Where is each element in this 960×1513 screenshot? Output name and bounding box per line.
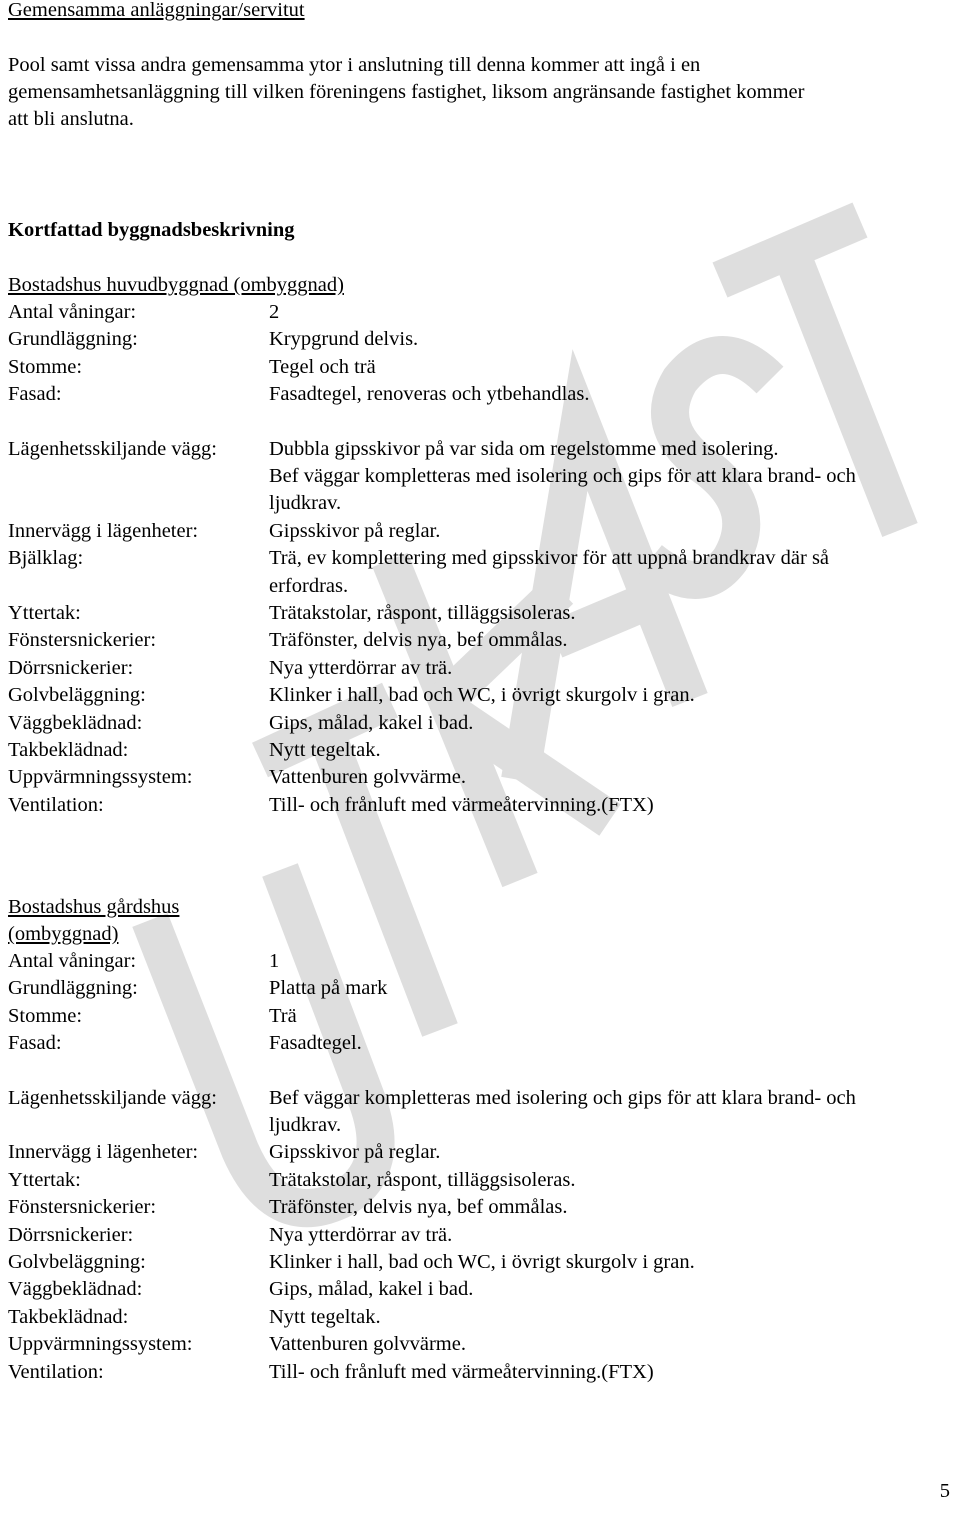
- row-value: Fasadtegel, renoveras och ytbehandlas.: [269, 383, 590, 406]
- row-value: ljudkrav.: [269, 492, 342, 515]
- row-value: 2: [269, 301, 280, 323]
- row-label: Fasad:: [8, 383, 62, 406]
- row-value: Trätakstolar, råspont, tilläggsisoleras.: [269, 1168, 576, 1191]
- row-value: Nya ytterdörrar av trä.: [269, 656, 453, 679]
- row-value: Nytt tegeltak.: [269, 739, 381, 761]
- row-value: Träfönster, delvis nya, bef ommålas.: [269, 1196, 568, 1219]
- row-value: Trätakstolar, råspont, tilläggsisoleras.: [269, 602, 576, 624]
- section-heading-servitut: Gemensamma anläggningar/servitut: [8, 0, 305, 21]
- building1-heading: Bostadshus huvudbyggnad (ombyggnad): [8, 274, 344, 296]
- row-label: Grundläggning:: [8, 977, 138, 1000]
- row-label: Uppvärmningssystem:: [8, 1333, 193, 1356]
- row-value: Bef väggar kompletteras med isolering och gips för att klara brand- och: [269, 465, 856, 487]
- row-value: Nytt tegeltak.: [269, 1305, 381, 1328]
- row-value: Vattenburen golvvärme.: [269, 766, 466, 789]
- section-title-byggnadsbeskrivning: Kortfattad byggnadsbeskrivning: [8, 219, 295, 241]
- row-label: Golvbeläggning:: [8, 1251, 146, 1273]
- row-value: Nya ytterdörrar av trä.: [269, 1223, 453, 1246]
- row-label: Väggbeklädnad:: [8, 1278, 143, 1301]
- row-label: Dörrsnickerier:: [8, 1223, 134, 1246]
- row-value: Dubbla gipsskivor på var sida om regelstomme med isolering.: [269, 437, 779, 460]
- row-label: Uppvärmningssystem:: [8, 766, 193, 789]
- row-value: Till- och frånluft med värmeåtervinning.(FTX): [269, 1360, 654, 1383]
- row-label: Lägenhetsskiljande vägg:: [8, 1086, 217, 1109]
- row-label: Bjälklag:: [8, 547, 84, 570]
- row-value: Bef väggar kompletteras med isolering och gips för att klara brand- och: [269, 1086, 856, 1109]
- row-label: Ventilation:: [8, 793, 104, 816]
- row-label: Yttertak:: [8, 1168, 81, 1191]
- row-label: Innervägg i lägenheter:: [8, 519, 199, 542]
- row-label: Yttertak:: [8, 602, 81, 624]
- row-value: Fasadtegel.: [269, 1032, 362, 1055]
- row-value: Gips, målad, kakel i bad.: [269, 711, 474, 734]
- row-label: Dörrsnickerier:: [8, 656, 134, 679]
- row-value: Tegel och trä: [269, 355, 376, 378]
- row-label: Grundläggning:: [8, 328, 138, 351]
- row-label: Stomme:: [8, 1004, 83, 1027]
- building2-heading-line2: (ombyggnad): [8, 923, 119, 945]
- paragraph-line-1: Pool samt vissa andra gemensamma ytor i anslutning till denna kommer att ingå i en: [8, 54, 701, 76]
- row-label: Antal våningar:: [8, 950, 137, 972]
- row-label: Fasad:: [8, 1032, 62, 1055]
- paragraph-line-3: att bli anslutna.: [8, 108, 134, 130]
- row-value: Gips, målad, kakel i bad.: [269, 1278, 474, 1301]
- row-label: Takbeklädnad:: [8, 739, 129, 761]
- row-label: Ventilation:: [8, 1360, 104, 1383]
- row-label: Stomme:: [8, 355, 83, 378]
- paragraph-line-2: gemensamhetsanläggning till vilken föreningens fastighet, liksom angränsande fastighet kommer: [8, 81, 805, 103]
- row-label: Golvbeläggning:: [8, 684, 146, 707]
- row-value: Klinker i hall, bad och WC, i övrigt skurgolv i gran.: [269, 684, 695, 707]
- row-label: Lägenhetsskiljande vägg:: [8, 437, 217, 460]
- row-value: Klinker i hall, bad och WC, i övrigt skurgolv i gran.: [269, 1251, 695, 1273]
- row-value: Till- och frånluft med värmeåtervinning.(FTX): [269, 793, 654, 816]
- row-label: Fönstersnickerier:: [8, 1196, 157, 1219]
- row-label: Takbeklädnad:: [8, 1305, 129, 1328]
- building2-heading-line1: Bostadshus gårdshus: [8, 896, 180, 918]
- row-value: 1: [269, 950, 280, 972]
- page-number: 5: [939, 1480, 950, 1502]
- row-value: ljudkrav.: [269, 1114, 342, 1136]
- row-value: erfordras.: [269, 574, 349, 597]
- row-label: Innervägg i lägenheter:: [8, 1141, 199, 1164]
- row-value: Trä, ev komplettering med gipsskivor för att uppnå brandkrav där så: [269, 547, 830, 570]
- row-label: Väggbeklädnad:: [8, 711, 143, 734]
- row-value: Platta på mark: [269, 977, 388, 1000]
- row-label: Antal våningar:: [8, 301, 137, 323]
- row-value: Gipsskivor på reglar.: [269, 519, 441, 542]
- row-value: Trä: [269, 1004, 297, 1027]
- row-value: Gipsskivor på reglar.: [269, 1141, 441, 1164]
- row-value: Krypgrund delvis.: [269, 328, 419, 351]
- row-value: Träfönster, delvis nya, bef ommålas.: [269, 629, 568, 652]
- row-label: Fönstersnickerier:: [8, 629, 157, 652]
- row-value: Vattenburen golvvärme.: [269, 1333, 466, 1356]
